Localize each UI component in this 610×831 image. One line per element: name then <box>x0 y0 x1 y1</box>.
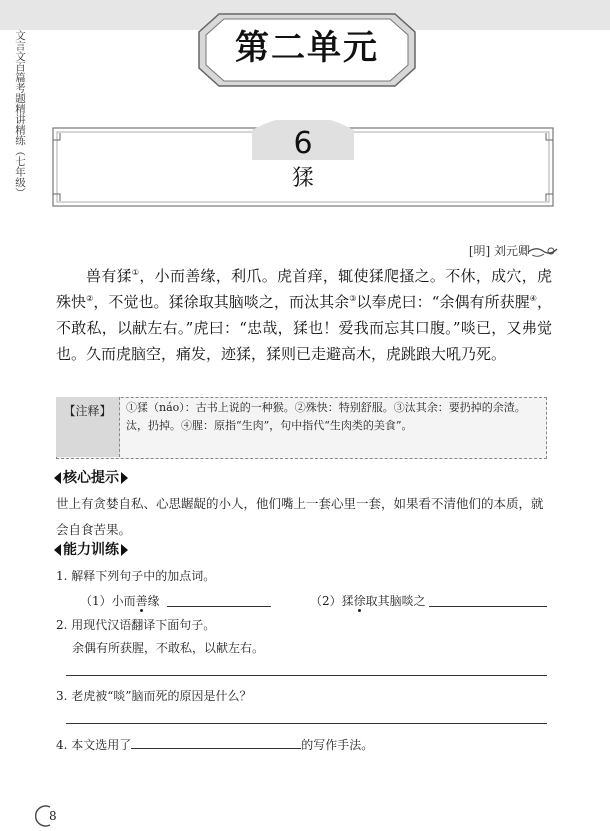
author: [明] 刘元卿 <box>468 244 530 258</box>
triangle-right-icon <box>121 544 128 556</box>
answer-line-3[interactable] <box>66 723 547 724</box>
question-1: 1. 解释下列句子中的加点词。 <box>56 569 216 583</box>
lesson-title: 猱 <box>291 166 314 191</box>
lesson-number: 6 <box>293 126 313 161</box>
ornament-icon <box>526 242 560 260</box>
core-heading: 核心提示 <box>54 468 128 488</box>
training-heading: 能力训练 <box>54 540 128 560</box>
answer-blank-4[interactable] <box>131 736 301 749</box>
question-2-sentence: 余偶有所获腥，不敢私，以献左右。 <box>72 641 265 655</box>
question-2: 2. 用现代汉语翻译下面句子。 <box>56 618 216 632</box>
question-1a: （1）小而善缘 <box>80 594 160 608</box>
page-number: 8 <box>49 809 57 823</box>
notes-text: ①猱（náo）：古书上说的一种猴。②殊快：特别舒服。③汰其余：要扔掉的余渣。汰，扔掉。④腥：原指“生肉”，句中指代“生肉类的美食”。 <box>126 401 526 432</box>
passage: 兽有猱①，小而善缘，利爪。虎首痒，辄使猱爬搔之。不休，成穴，虎殊快②，不觉也。猱徐取其脑啖之，而汰其余③以奉虎曰：“余偶有所获腥④，不敢私，以献左右。”虎曰：“忠哉，猱也！爱我而忘其口腹。”啖已，又弗觉也。久而虎脑空，痛发，迹猱，猱则已走避高木，虎跳踉大吼乃死。 <box>56 267 553 363</box>
book-title-vertical: 文言文百篇考题精讲精练（七年级） <box>14 30 26 198</box>
triangle-left-icon <box>54 544 61 556</box>
notes-label-cell <box>56 397 120 457</box>
answer-blank-1b[interactable] <box>429 594 547 607</box>
answer-blank-1a[interactable] <box>167 594 271 607</box>
answer-line-2[interactable] <box>66 675 547 676</box>
notes-label: 【注释】 <box>63 404 112 418</box>
unit-title: 第二单元 <box>235 28 379 68</box>
question-3: 3. 老虎被“啖”脑而死的原因是什么？ <box>56 689 252 703</box>
question-4: 4. 本文选用了 的写作手法。 <box>56 738 374 752</box>
question-1b: （2）猱徐取其脑啖之 <box>310 594 426 608</box>
triangle-right-icon <box>121 472 128 484</box>
core-text: 世上有贪婪自私、心思龌龊的小人，他们嘴上一套心里一套，如果看不清他们的本质，就会自食苦果。 <box>56 496 544 537</box>
triangle-left-icon <box>54 472 61 484</box>
